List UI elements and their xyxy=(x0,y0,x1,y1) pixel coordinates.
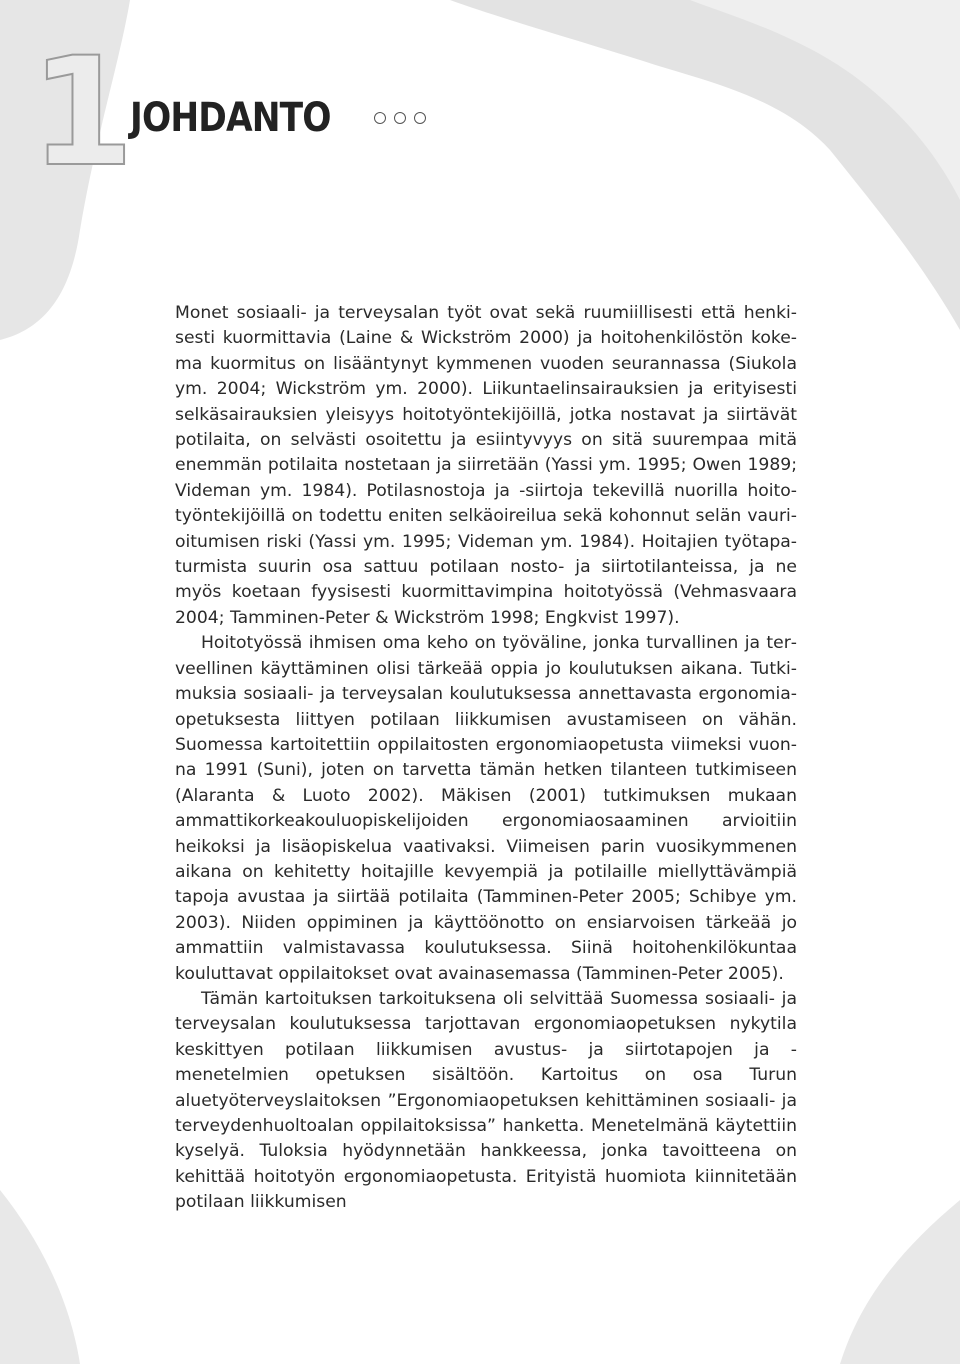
paragraph: Tämän kartoituksen tarkoituksena oli selvittää Suomessa sosiaali- ja terveysalan koulutuksessa tarjottavan ergonomiaopetuksen nykytila keskittyen potilaan liikkumisen avustus- ja siirtotapojen ja -menetelmien opetuksen sisältöön. Kartoitus on osa Turun aluetyöterveyslaitoksen ”Ergonomiaopetuksen kehittäminen sosiaali- ja terveydenhuoltoalan oppilaitoksissa” hanketta. Menetelmänä käytettiin kyselyä. Tuloksia hyödynnetään hankkeessa, jonka tavoitteena on kehittää hoitotyön ergonomiaopetusta. Erityistä huomiota kiinnitetään potilaan liikkumisen xyxy=(175,988,797,1213)
paragraph: Hoitotyössä ihmisen oma keho on työväline, jonka turvallinen ja terveellinen käyttäminen olisi tärkeää oppia jo koulutuksen aikana. Tutkimuksia sosiaali- ja terveysalan koulutuksessa annettavasta ergonomiaopetuksesta liittyen potilaan liikkumisen avustamiseen on vähän. Suomessa kartoitettiin oppilaitosten ergonomiaopetusta viimeksi vuonna 1991 (Suni), joten on tarvetta tämän hetken tilanteen tutkimiseen (Alaranta & Luoto 2002). Mäkisen (2001) tutkimuksen mukaan ammattikorkeakouluopiskelijoiden ergonomiaosaaminen arvioitiin heikoksi ja lisäopiskelua vaativaksi. Viimeisen parin vuosikymmenen aikana on kehitetty hoitajille kevyempiä ja potilaille miellyttävämpiä tapoja avustaa ja siirtää potilaita (Tamminen-Peter 2005; Schibye ym. 2003). Niiden oppiminen ja käyttöönotto on ensiarvoisen tärkeää jo ammattiin valmistavassa koulutuksessa. Siinä hoitohenkilökuntaa kouluttavat oppilaitokset ovat avainasemassa (Tamminen-Peter 2005). xyxy=(175,633,797,984)
bottom-left-grey-blob xyxy=(0,1190,80,1364)
dot-icon xyxy=(374,112,386,124)
paragraph: Monet sosiaali- ja terveysalan työt ovat sekä ruumiillisesti että henkisesti kuormittavia (Laine & Wickström 2000) ja hoitohenkilöstön kokema kuormitus on lisääntynyt kymmenen vuoden seurannassa (Siukola ym. 2004; Wickström ym. 2000). Liikuntaelinsairauksien ja erityisesti selkäsairauksien yleisyys hoitotyöntekijöillä, jotka nostavat ja siirtävät potilaita, on selvästi osoitettu ja esiintyvyys on sitä suurempaa mitä enemmän potilaita nostetaan ja siirretään (Yassi ym. 1995; Owen 1989; Videman ym. 1984). Potilasnostoja ja -siirtoja tekevillä nuorilla hoitotyöntekijöillä on todettu eniten selkäoireilua sekä kohonnut selän vaurioitumisen riski (Yassi ym. 1995; Videman ym. 1984). Hoitajien työtapaturmista suurin osa sattuu potilaan nosto- ja siirtotilanteissa, ja ne myös koetaan fyysisesti kuormittavimpina hoitotyössä (Vehmasvaara 2004; Tamminen-Peter & Wickström 1998; Engkvist 1997). xyxy=(175,303,797,628)
body-text xyxy=(175,301,797,1216)
bottom-right-grey-blob xyxy=(840,1200,960,1364)
chapter-number: 1 xyxy=(30,26,131,200)
dot-icon xyxy=(394,112,406,124)
title-dots-decoration xyxy=(374,112,426,124)
chapter-title: JOHDANTO xyxy=(130,95,331,141)
dot-icon xyxy=(414,112,426,124)
